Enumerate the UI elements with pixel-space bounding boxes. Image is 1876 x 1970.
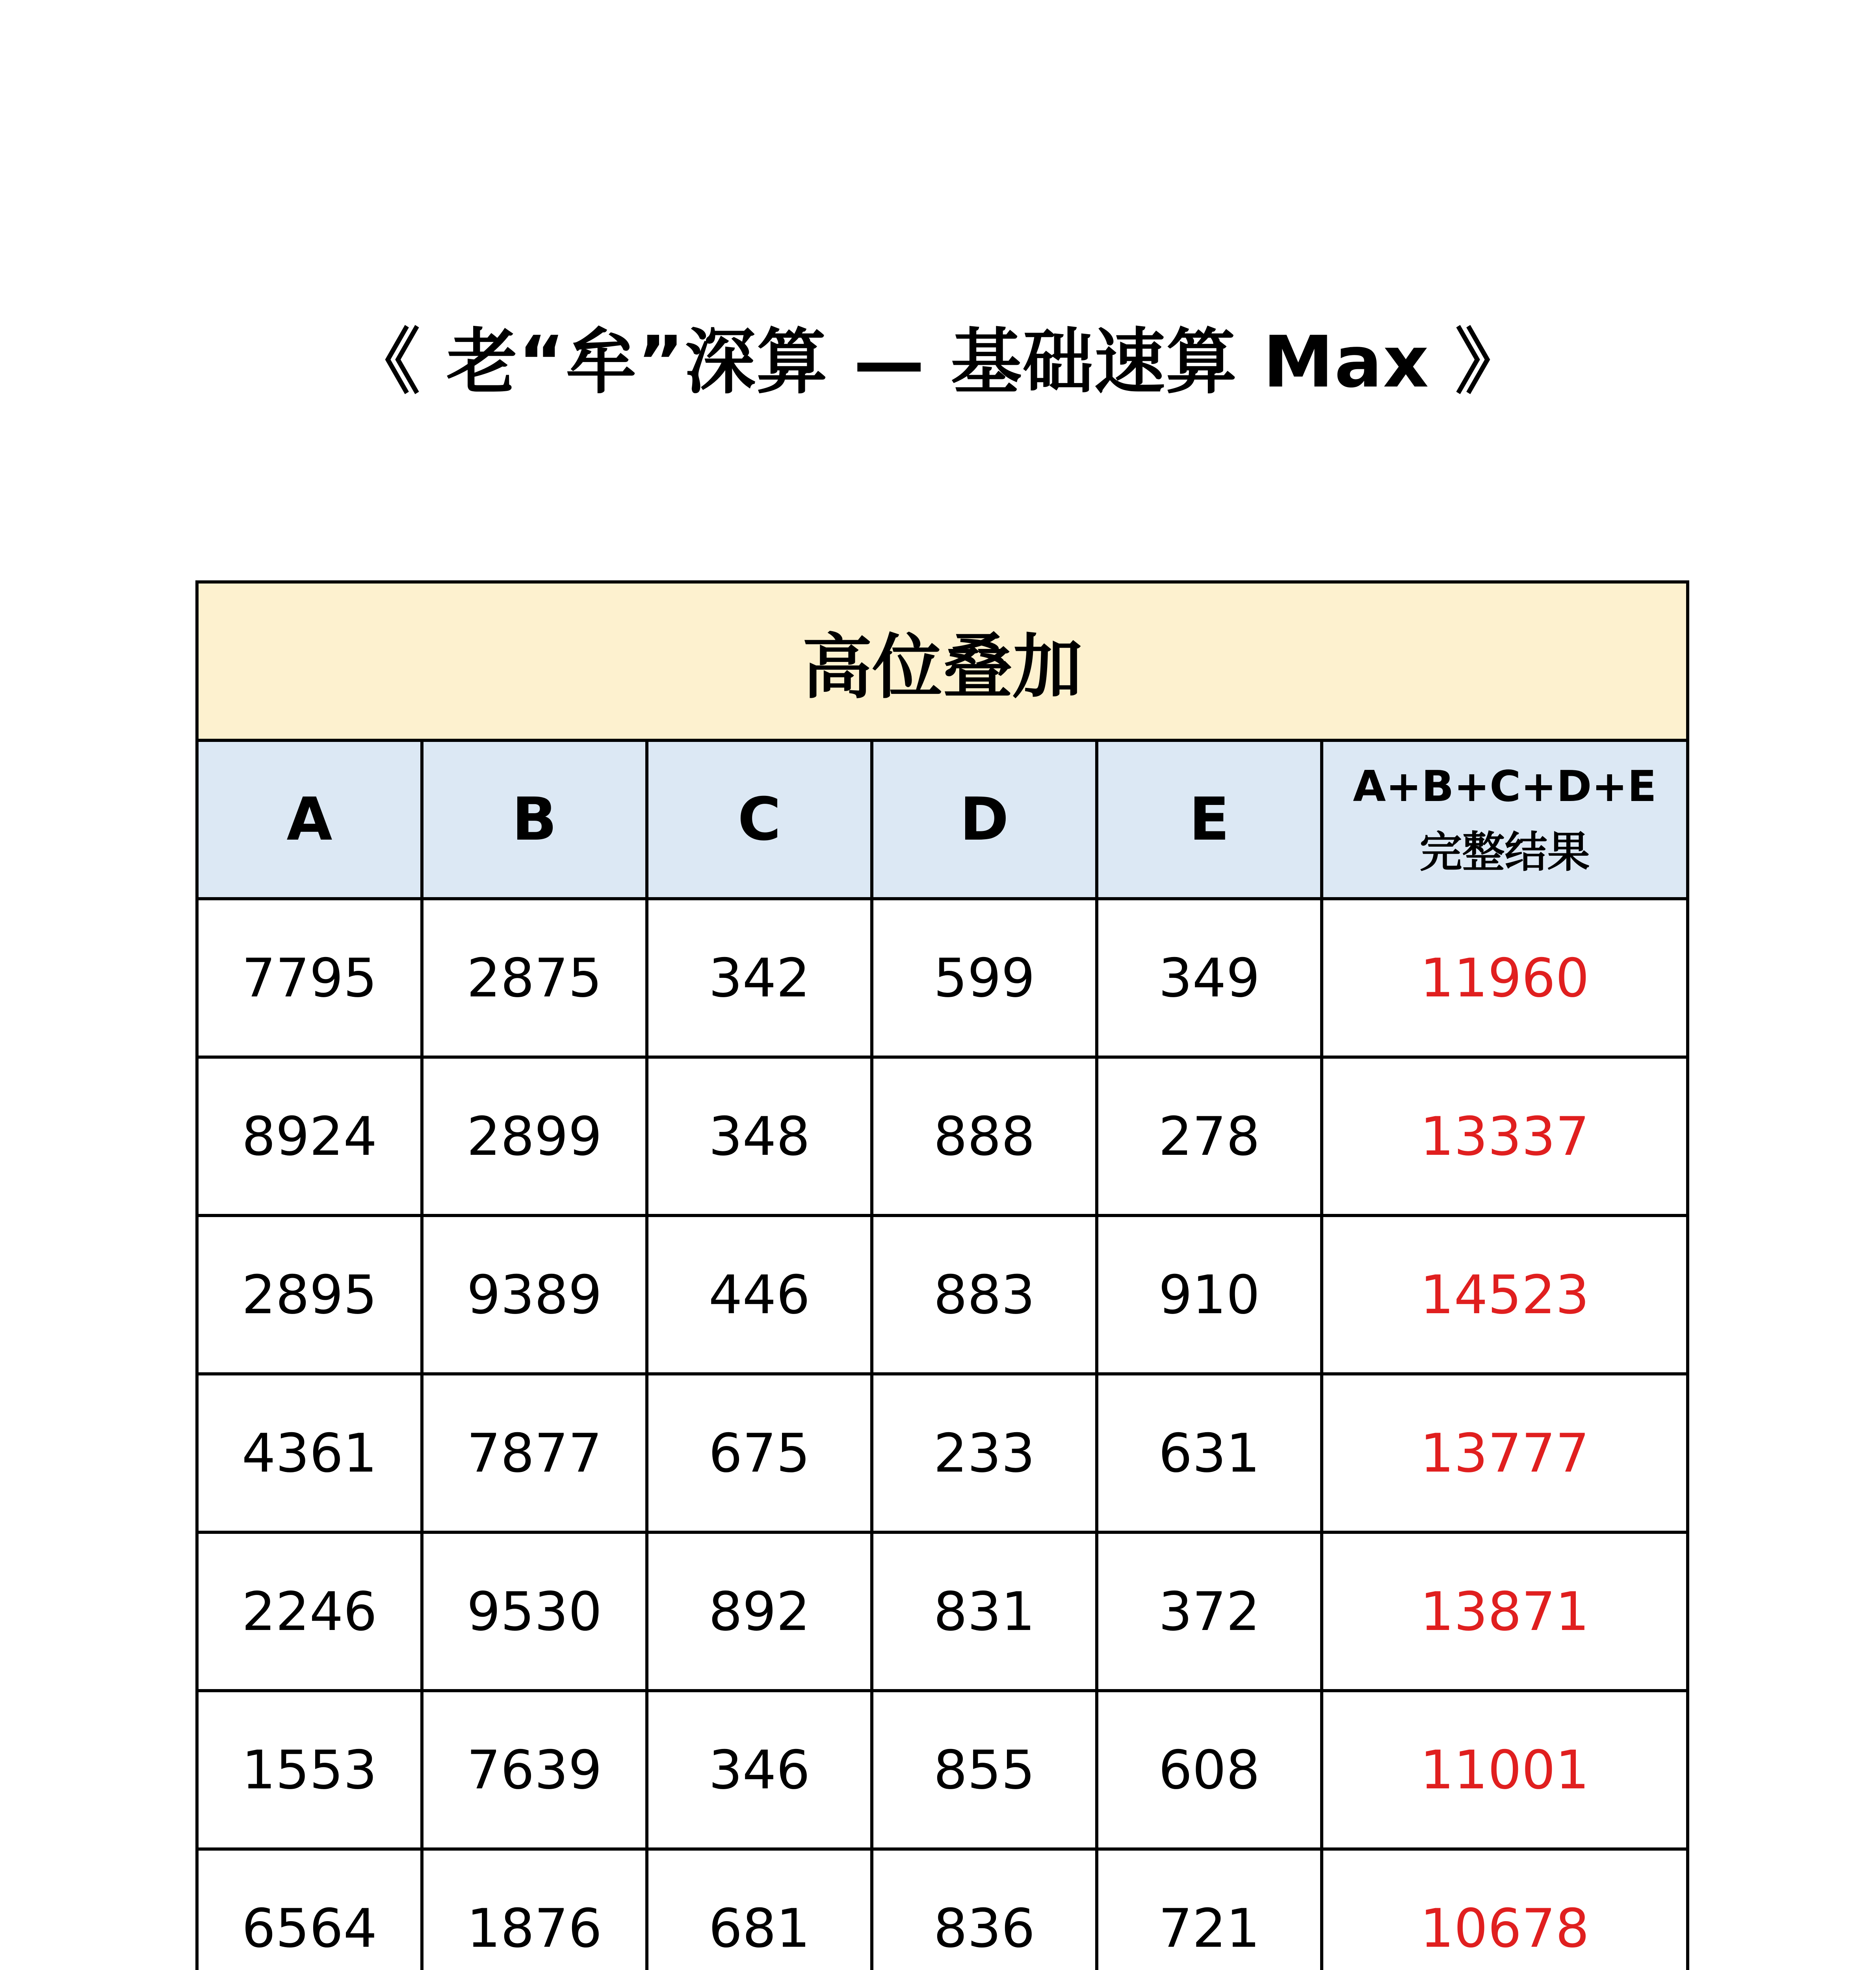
cell-result: 10678	[1322, 1849, 1688, 1970]
cell-c: 446	[647, 1215, 872, 1374]
cell-c: 892	[647, 1532, 872, 1691]
cell-b: 2875	[422, 899, 647, 1057]
cell-a: 4361	[197, 1374, 422, 1532]
cell-b: 1876	[422, 1849, 647, 1970]
cell-d: 831	[872, 1532, 1097, 1691]
column-header-a: A	[197, 740, 422, 899]
cell-d: 855	[872, 1691, 1097, 1849]
cell-a: 7795	[197, 899, 422, 1057]
cell-a: 6564	[197, 1849, 422, 1970]
section-title-row	[197, 582, 1688, 740]
table-row	[197, 1849, 1688, 1970]
cell-result: 13337	[1322, 1057, 1688, 1215]
document-title: 《 老“牟”深算 — 基础速算 Max 》	[349, 321, 1527, 403]
cell-d: 599	[872, 899, 1097, 1057]
cell-c: 675	[647, 1374, 872, 1532]
cell-e: 278	[1097, 1057, 1322, 1215]
result-header-label: 完整结果	[1419, 828, 1590, 877]
cell-c: 342	[647, 899, 872, 1057]
cell-e: 372	[1097, 1532, 1322, 1691]
column-header-d: D	[872, 740, 1097, 899]
cell-d: 836	[872, 1849, 1097, 1970]
table-row	[197, 1215, 1688, 1374]
cell-e: 631	[1097, 1374, 1322, 1532]
cell-d: 883	[872, 1215, 1097, 1374]
table-row	[197, 1374, 1688, 1532]
table-row	[197, 1532, 1688, 1691]
table-body	[197, 899, 1688, 1970]
cell-a: 8924	[197, 1057, 422, 1215]
column-header-row	[197, 740, 1688, 899]
cell-result: 13777	[1322, 1374, 1688, 1532]
result-header-formula: A+B+C+D+E	[1353, 762, 1657, 811]
section-title: 高位叠加	[197, 582, 1688, 740]
cell-e: 608	[1097, 1691, 1322, 1849]
column-header-b: B	[422, 740, 647, 899]
cell-result: 14523	[1322, 1215, 1688, 1374]
column-header-c: C	[647, 740, 872, 899]
cell-e: 910	[1097, 1215, 1322, 1374]
cell-c: 346	[647, 1691, 872, 1849]
cell-b: 2899	[422, 1057, 647, 1215]
cell-c: 681	[647, 1849, 872, 1970]
addition-worksheet-table	[195, 580, 1689, 1970]
cell-e: 349	[1097, 899, 1322, 1057]
table-row	[197, 1691, 1688, 1849]
table-row	[197, 1057, 1688, 1215]
cell-d: 233	[872, 1374, 1097, 1532]
column-header-result	[1322, 740, 1688, 899]
cell-b: 7639	[422, 1691, 647, 1849]
cell-c: 348	[647, 1057, 872, 1215]
cell-result: 13871	[1322, 1532, 1688, 1691]
cell-d: 888	[872, 1057, 1097, 1215]
cell-a: 1553	[197, 1691, 422, 1849]
cell-b: 9389	[422, 1215, 647, 1374]
cell-result: 11960	[1322, 899, 1688, 1057]
cell-a: 2895	[197, 1215, 422, 1374]
table-row	[197, 899, 1688, 1057]
cell-e: 721	[1097, 1849, 1322, 1970]
column-header-e: E	[1097, 740, 1322, 899]
cell-b: 9530	[422, 1532, 647, 1691]
cell-a: 2246	[197, 1532, 422, 1691]
cell-b: 7877	[422, 1374, 647, 1532]
cell-result: 11001	[1322, 1691, 1688, 1849]
